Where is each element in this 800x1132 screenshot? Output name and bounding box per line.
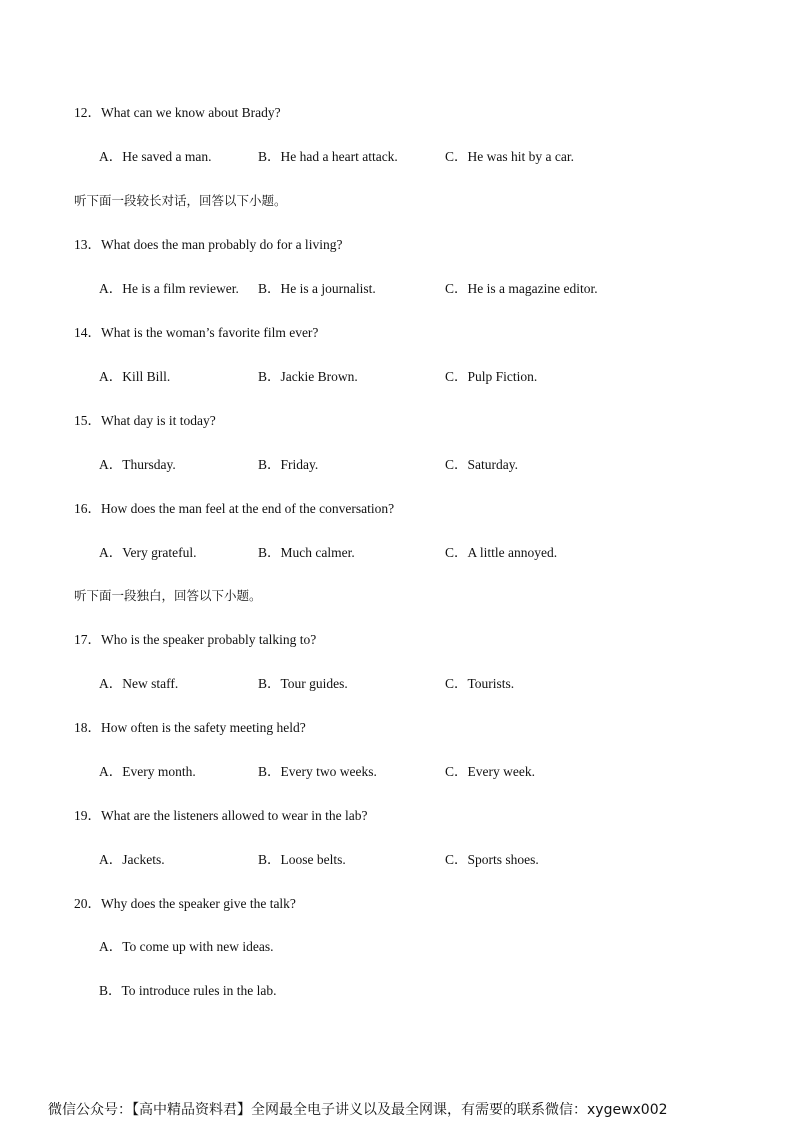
q12-option-a: A．He saved a man.: [99, 149, 212, 164]
q15-option-a: A．Thursday.: [99, 457, 176, 472]
q12-option-c: C．He was hit by a car.: [445, 149, 574, 164]
q16-option-a: A．Very grateful.: [99, 545, 197, 560]
question-13: 13．What does the man probably do for a living?: [74, 237, 343, 252]
q18-option-a: A．Every month.: [99, 764, 196, 779]
question-18: 18．How often is the safety meeting held?: [74, 720, 306, 735]
q17-option-c: C．Tourists.: [445, 676, 515, 691]
question-20: 20．Why does the speaker give the talk?: [74, 896, 296, 911]
question-17: 17．Who is the speaker probably talking to?: [74, 632, 317, 647]
q13-option-b: B．He is a journalist.: [258, 281, 376, 296]
q16-option-b: B．Much calmer.: [258, 545, 355, 560]
q13-option-a: A．He is a film reviewer.: [99, 281, 239, 296]
q14-option-c: C．Pulp Fiction.: [445, 369, 538, 384]
question-19: 19．What are the listeners allowed to wear in the lab?: [74, 808, 368, 823]
q15-option-b: B．Friday.: [258, 457, 319, 472]
footer-contact-line: 微信公众号：【高中精品资料君】全网最全电子讲义以及最全网课，有需要的联系微信：xygewx002: [48, 1102, 668, 1118]
instruction-long-dialogue: 听下面一段较长对话，回答以下小题。: [74, 193, 287, 208]
q19-option-a: A．Jackets.: [99, 852, 165, 867]
question-12: 12．What can we know about Brady?: [74, 105, 281, 120]
q17-option-a: A．New staff.: [99, 676, 179, 691]
q15-option-c: C．Saturday.: [445, 457, 518, 472]
instruction-monologue: 听下面一段独白，回答以下小题。: [74, 588, 262, 603]
q17-option-b: B．Tour guides.: [258, 676, 348, 691]
q18-option-c: C．Every week.: [445, 764, 535, 779]
q13-option-c: C．He is a magazine editor.: [445, 281, 598, 296]
q12-option-b: B．He had a heart attack.: [258, 149, 398, 164]
q19-option-b: B．Loose belts.: [258, 852, 346, 867]
q14-option-b: B．Jackie Brown.: [258, 369, 358, 384]
question-14: 14．What is the woman’s favorite film ever?: [74, 325, 319, 340]
q20-option-b: B．To introduce rules in the lab.: [99, 983, 277, 998]
q19-option-c: C．Sports shoes.: [445, 852, 539, 867]
question-16: 16．How does the man feel at the end of the conversation?: [74, 501, 395, 516]
q14-option-a: A．Kill Bill.: [99, 369, 171, 384]
q18-option-b: B．Every two weeks.: [258, 764, 377, 779]
q16-option-c: C．A little annoyed.: [445, 545, 558, 560]
q20-option-a: A．To come up with new ideas.: [99, 939, 274, 954]
question-15: 15．What day is it today?: [74, 413, 216, 428]
